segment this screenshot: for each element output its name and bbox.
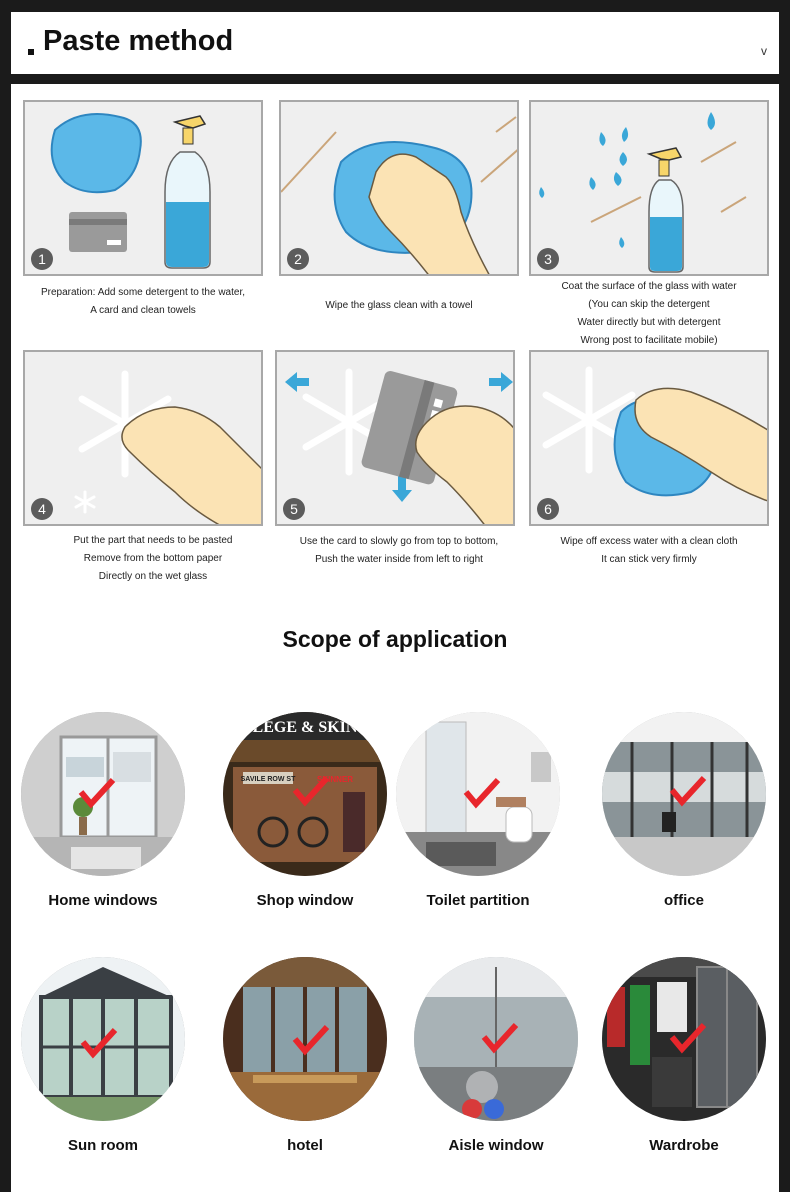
- step-5-caption: Use the card to slowly go from top to bottom, Push the water inside from left to right: [299, 536, 499, 565]
- app-toilet-partition: [383, 712, 573, 909]
- arrow-right-icon: [489, 372, 513, 392]
- shop-window-photo: [223, 712, 387, 876]
- spray-bottle-icon: [649, 148, 681, 160]
- app-label: Shop window: [256, 892, 354, 909]
- shop-name-sign: SKINNER: [316, 775, 354, 784]
- step-number: 4: [31, 498, 53, 520]
- sun-room-photo: [21, 957, 185, 1121]
- step-2-illustration: [279, 100, 519, 276]
- home-windows-photo: [21, 712, 185, 876]
- step-number: 2: [287, 248, 309, 270]
- section-header: [11, 12, 779, 74]
- step-number: 3: [537, 248, 559, 270]
- step-number: 5: [283, 498, 305, 520]
- app-label: Toilet partition: [426, 892, 530, 909]
- step-6-caption: Wipe off excess water with a clean cloth It can stick very firmly: [560, 536, 738, 565]
- step-3-caption: Coat the surface of the glass with water (You can skip the detergent Water directly but with detergent Wrong post to facilitate mobile): [561, 281, 737, 346]
- scope-title: Scope of application: [282, 626, 508, 652]
- step-4-caption: Put the part that needs to be pasted Remove from the bottom paper Directly on the wet glass: [73, 535, 233, 582]
- app-hotel: [210, 957, 400, 1154]
- office-photo: [602, 712, 766, 876]
- app-shop-window: [210, 712, 400, 909]
- step-2-caption: Wipe the glass clean with a towel: [325, 300, 473, 311]
- step-1-illustration: [23, 100, 263, 276]
- app-label: Home windows: [48, 892, 158, 909]
- app-aisle-window: [401, 957, 591, 1154]
- chevron-down-icon[interactable]: v: [761, 44, 767, 58]
- bullet-icon: [28, 49, 34, 55]
- hand-icon: [369, 154, 491, 276]
- app-label: Aisle window: [448, 1137, 544, 1154]
- step-3-illustration: [529, 100, 769, 276]
- step-4-illustration: [23, 350, 263, 526]
- shop-sign: LEGE & SKIN: [252, 719, 358, 736]
- hotel-photo: [223, 957, 387, 1121]
- step-1-caption: Preparation: Add some detergent to the water, A card and clean towels: [40, 287, 246, 316]
- app-wardrobe: [589, 957, 779, 1154]
- section-title: Paste method: [43, 25, 234, 57]
- towel-icon: [52, 114, 141, 192]
- aisle-window-photo: [414, 957, 578, 1121]
- step-number: 1: [31, 248, 53, 270]
- shop-sub-sign: SAVILE ROW ST: [240, 776, 296, 783]
- app-sun-room: [8, 957, 198, 1154]
- app-home-windows: [8, 712, 198, 909]
- hand-icon: [122, 407, 263, 526]
- step-number: 6: [537, 498, 559, 520]
- content-panel: [11, 84, 779, 1192]
- app-label: Wardrobe: [649, 1137, 719, 1154]
- app-office: [589, 712, 779, 909]
- app-label: office: [663, 892, 704, 909]
- wardrobe-photo: [602, 957, 766, 1121]
- app-label: Sun room: [68, 1137, 138, 1154]
- spray-bottle-icon: [175, 116, 205, 128]
- app-label: hotel: [287, 1137, 323, 1154]
- step-6-illustration: [529, 350, 769, 526]
- arrow-left-icon: [285, 372, 309, 392]
- toilet-partition-photo: [396, 712, 560, 876]
- arrow-down-icon: [392, 476, 412, 502]
- card-icon: [69, 212, 127, 252]
- step-5-illustration: [275, 350, 515, 526]
- hand-icon: [416, 406, 515, 526]
